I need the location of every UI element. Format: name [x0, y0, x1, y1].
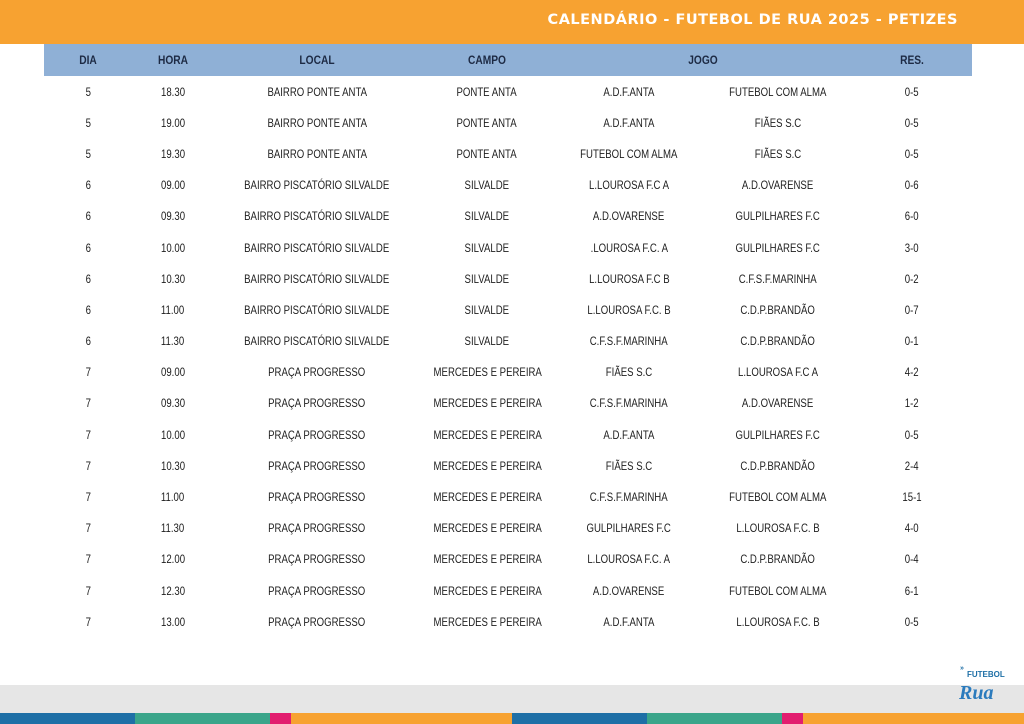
cell-local-text: BAIRRO PONTE ANTA [267, 115, 367, 130]
cell-local [214, 357, 420, 388]
cell-local [214, 606, 420, 637]
cell-dia [44, 513, 132, 544]
cell-local [214, 201, 420, 232]
cell-res-text: 0-5 [905, 614, 919, 629]
table-row [44, 76, 972, 107]
cell-local-text: BAIRRO PONTE ANTA [267, 146, 367, 161]
cell-hora-text: 09.30 [160, 396, 186, 411]
cell-dia [44, 481, 132, 512]
cell-dia [44, 388, 132, 419]
cell-away-text: A.D.OVARENSE [742, 178, 814, 193]
cell-dia-text: 6 [85, 178, 91, 193]
cell-campo [420, 263, 554, 294]
cell-campo [420, 201, 554, 232]
cell-home [554, 575, 704, 606]
cell-hora [132, 450, 214, 481]
cell-away-text: GULPILHARES F.C [735, 209, 821, 224]
cell-local-text: BAIRRO PISCATÓRIO SILVALDE [244, 209, 390, 224]
cell-local-text: BAIRRO PISCATÓRIO SILVALDE [244, 240, 390, 255]
table-row [44, 326, 972, 357]
cell-away [704, 544, 852, 575]
cell-away-text: FIÃES S.C [754, 115, 802, 130]
cell-dia-text: 7 [85, 365, 91, 380]
cell-home [554, 388, 704, 419]
cell-local-text: PRAÇA PROGRESSO [268, 521, 366, 536]
cell-local-text: PRAÇA PROGRESSO [268, 490, 366, 505]
cell-dia-text: 7 [85, 521, 91, 536]
cell-dia [44, 76, 132, 107]
cell-dia-text: 7 [85, 427, 91, 442]
cell-dia [44, 326, 132, 357]
cell-res-text: 6-1 [905, 583, 919, 598]
cell-res [852, 263, 972, 294]
cell-away-text: C.F.S.F.MARINHA [739, 271, 817, 286]
stripe-segment [135, 713, 270, 724]
cell-dia [44, 450, 132, 481]
table-row [44, 388, 972, 419]
table-row [44, 107, 972, 138]
cell-local-text: BAIRRO PONTE ANTA [267, 84, 367, 99]
cell-hora-text: 13.00 [160, 614, 186, 629]
table-row [44, 606, 972, 637]
cell-away [704, 294, 852, 325]
cell-dia [44, 232, 132, 263]
header-bar [0, 0, 1024, 44]
cell-local [214, 326, 420, 357]
table-body [44, 76, 972, 637]
cell-hora-text: 10.00 [160, 427, 186, 442]
cell-campo [420, 232, 554, 263]
cell-dia [44, 357, 132, 388]
cell-res [852, 357, 972, 388]
cell-local [214, 170, 420, 201]
cell-dia-text: 5 [85, 115, 91, 130]
cell-home-text: L.LOUROSA F.C. B [587, 302, 671, 317]
table-row [44, 201, 972, 232]
cell-local [214, 138, 420, 169]
cell-dia-text: 7 [85, 458, 91, 473]
cell-local-text: PRAÇA PROGRESSO [268, 396, 366, 411]
cell-local-text: PRAÇA PROGRESSO [268, 583, 366, 598]
cell-home [554, 326, 704, 357]
cell-home [554, 107, 704, 138]
cell-hora [132, 138, 214, 169]
table-row [44, 138, 972, 169]
table-row [44, 513, 972, 544]
cell-campo-text: MERCEDES E PEREIRA [433, 521, 542, 536]
cell-away-text: FIÃES S.C [754, 146, 802, 161]
table-header-row [44, 44, 972, 76]
cell-res-text: 1-2 [905, 396, 919, 411]
cell-home [554, 76, 704, 107]
cell-away-text: FUTEBOL COM ALMA [729, 583, 827, 598]
cell-away [704, 326, 852, 357]
cell-res-text: 0-1 [905, 334, 919, 349]
cell-hora [132, 76, 214, 107]
cell-dia-text: 6 [85, 271, 91, 286]
cell-campo-text: PONTE ANTA [456, 84, 518, 99]
cell-res-text: 0-6 [905, 178, 919, 193]
cell-home [554, 606, 704, 637]
stripe-segment [803, 713, 1024, 724]
cell-away-text: FUTEBOL COM ALMA [729, 84, 827, 99]
cell-dia-text: 6 [85, 334, 91, 349]
cell-home-text: .LOUROSA F.C. A [590, 240, 668, 255]
cell-dia-text: 5 [85, 146, 91, 161]
cell-campo [420, 294, 554, 325]
cell-home-text: FIÃES S.C [605, 458, 653, 473]
cell-dia-text: 7 [85, 583, 91, 598]
cell-home-text: GULPILHARES F.C [586, 521, 672, 536]
cell-home [554, 513, 704, 544]
cell-res-text: 15-1 [902, 490, 922, 505]
cell-local [214, 107, 420, 138]
stripe-segment [0, 713, 135, 724]
cell-home-text: A.D.OVARENSE [593, 209, 665, 224]
cell-dia-text: 7 [85, 490, 91, 505]
cell-res-text: 0-4 [905, 552, 919, 567]
cell-hora [132, 481, 214, 512]
cell-hora-text: 12.30 [160, 583, 186, 598]
cell-hora-text: 11.30 [161, 334, 185, 349]
column-header-res: RES. [900, 53, 924, 67]
cell-res-text: 3-0 [905, 240, 919, 255]
cell-hora-text: 09.30 [160, 209, 186, 224]
cell-away-text: C.D.P.BRANDÃO [740, 458, 816, 473]
stripe-segment [647, 713, 782, 724]
cell-campo [420, 326, 554, 357]
cell-home [554, 232, 704, 263]
cell-home [554, 138, 704, 169]
cell-campo [420, 170, 554, 201]
cell-res [852, 138, 972, 169]
table-row [44, 294, 972, 325]
cell-home-text: L.LOUROSA F.C A [588, 178, 670, 193]
cell-res [852, 388, 972, 419]
cell-dia-text: 7 [85, 396, 91, 411]
cell-away [704, 138, 852, 169]
cell-local-text: PRAÇA PROGRESSO [268, 552, 366, 567]
cell-away [704, 606, 852, 637]
cell-hora-text: 12.00 [160, 552, 186, 567]
cell-home-text: A.D.F.ANTA [603, 115, 655, 130]
cell-campo-text: MERCEDES E PEREIRA [433, 365, 542, 380]
cell-res-text: 0-5 [905, 115, 919, 130]
cell-local [214, 481, 420, 512]
cell-away [704, 575, 852, 606]
cell-home-text: A.D.F.ANTA [603, 427, 655, 442]
cell-hora [132, 357, 214, 388]
cell-campo-text: SILVALDE [464, 334, 510, 349]
cell-hora-text: 09.00 [160, 178, 186, 193]
cell-away-text: A.D.OVARENSE [742, 396, 814, 411]
cell-res [852, 170, 972, 201]
cell-res [852, 419, 972, 450]
cell-dia-text: 5 [85, 84, 91, 99]
cell-away-text: L.LOUROSA F.C. B [736, 521, 820, 536]
cell-local [214, 294, 420, 325]
cell-away [704, 513, 852, 544]
cell-away [704, 201, 852, 232]
cell-hora [132, 232, 214, 263]
column-header-hora: HORA [157, 53, 189, 67]
stripe-segment [782, 713, 803, 724]
cell-res [852, 294, 972, 325]
table-row [44, 232, 972, 263]
cell-local [214, 513, 420, 544]
cell-campo [420, 513, 554, 544]
cell-campo-text: MERCEDES E PEREIRA [433, 490, 542, 505]
cell-campo [420, 138, 554, 169]
cell-hora-text: 11.00 [161, 302, 185, 317]
cell-dia [44, 201, 132, 232]
cell-campo [420, 481, 554, 512]
cell-res-text: 0-5 [905, 427, 919, 442]
cell-dia [44, 575, 132, 606]
cell-home-text: A.D.OVARENSE [593, 583, 665, 598]
cell-res [852, 606, 972, 637]
cell-campo [420, 544, 554, 575]
cell-local [214, 263, 420, 294]
cell-dia-text: 6 [85, 209, 91, 224]
cell-hora [132, 388, 214, 419]
cell-campo-text: PONTE ANTA [456, 115, 518, 130]
cell-campo [420, 450, 554, 481]
cell-dia [44, 138, 132, 169]
logo-text-bottom: Rua [959, 682, 994, 704]
cell-away-text: C.D.P.BRANDÃO [740, 552, 816, 567]
cell-home [554, 544, 704, 575]
cell-campo-text: MERCEDES E PEREIRA [433, 396, 542, 411]
table-row [44, 481, 972, 512]
cell-home-text: L.LOUROSA F.C B [588, 271, 670, 286]
cell-local [214, 388, 420, 419]
cell-dia-text: 6 [85, 302, 91, 317]
stripe-segment [270, 713, 291, 724]
cell-dia-text: 7 [85, 614, 91, 629]
cell-local [214, 544, 420, 575]
cell-away [704, 388, 852, 419]
cell-away-text: GULPILHARES F.C [735, 240, 821, 255]
cell-res-text: 4-2 [905, 365, 919, 380]
schedule-table [44, 44, 972, 637]
cell-campo [420, 575, 554, 606]
cell-hora-text: 19.30 [160, 146, 186, 161]
column-header-campo: CAMPO [468, 53, 506, 67]
cell-hora [132, 513, 214, 544]
cell-res [852, 232, 972, 263]
cell-campo-text: MERCEDES E PEREIRA [433, 427, 542, 442]
cell-local [214, 76, 420, 107]
cell-hora-text: 19.00 [160, 115, 186, 130]
cell-home [554, 357, 704, 388]
cell-dia-text: 7 [85, 552, 91, 567]
cell-campo-text: MERCEDES E PEREIRA [433, 552, 542, 567]
cell-home-text: C.F.S.F.MARINHA [590, 490, 668, 505]
schedule-table-container [44, 44, 972, 637]
cell-hora [132, 544, 214, 575]
cell-local-text: BAIRRO PISCATÓRIO SILVALDE [244, 302, 390, 317]
cell-away [704, 357, 852, 388]
cell-home [554, 419, 704, 450]
table-row [44, 357, 972, 388]
cell-hora [132, 606, 214, 637]
cell-res-text: 0-7 [905, 302, 919, 317]
column-header-dia: DIA [79, 53, 97, 67]
cell-res [852, 201, 972, 232]
cell-hora [132, 263, 214, 294]
table-row [44, 544, 972, 575]
cell-home-text: A.D.F.ANTA [603, 84, 655, 99]
cell-local-text: PRAÇA PROGRESSO [268, 614, 366, 629]
cell-dia [44, 606, 132, 637]
cell-dia-text: 6 [85, 240, 91, 255]
cell-away [704, 419, 852, 450]
cell-hora-text: 10.30 [160, 271, 186, 286]
cell-res-text: 0-5 [905, 84, 919, 99]
cell-local-text: PRAÇA PROGRESSO [268, 365, 366, 380]
cell-hora [132, 575, 214, 606]
cell-res [852, 481, 972, 512]
cell-local-text: BAIRRO PISCATÓRIO SILVALDE [244, 178, 390, 193]
cell-campo-text: SILVALDE [464, 302, 510, 317]
page-title: CALENDÁRIO - FUTEBOL DE RUA 2025 - PETIZES [547, 12, 958, 28]
cell-home [554, 201, 704, 232]
cell-home-text: A.D.F.ANTA [603, 614, 655, 629]
cell-campo-text: MERCEDES E PEREIRA [433, 583, 542, 598]
cell-away [704, 170, 852, 201]
cell-campo-text: SILVALDE [464, 209, 510, 224]
table-row [44, 170, 972, 201]
cell-campo-text: PONTE ANTA [456, 146, 518, 161]
cell-res-text: 0-2 [905, 271, 919, 286]
cell-away [704, 107, 852, 138]
cell-local [214, 450, 420, 481]
cell-home [554, 481, 704, 512]
cell-away [704, 232, 852, 263]
table-row [44, 419, 972, 450]
cell-away-text: L.LOUROSA F.C. B [736, 614, 820, 629]
cell-home [554, 170, 704, 201]
cell-local-text: PRAÇA PROGRESSO [268, 427, 366, 442]
cell-res [852, 450, 972, 481]
cell-home-text: FIÃES S.C [605, 365, 653, 380]
column-header-local: LOCAL [299, 53, 335, 67]
cell-hora [132, 294, 214, 325]
cell-campo-text: MERCEDES E PEREIRA [433, 458, 542, 473]
cell-local-text: BAIRRO PISCATÓRIO SILVALDE [244, 271, 390, 286]
cell-res-text: 4-0 [905, 521, 919, 536]
cell-hora-text: 11.00 [161, 490, 185, 505]
cell-res [852, 107, 972, 138]
cell-away [704, 263, 852, 294]
cell-home-text: C.F.S.F.MARINHA [590, 396, 668, 411]
cell-campo [420, 419, 554, 450]
cell-res [852, 575, 972, 606]
cell-hora [132, 201, 214, 232]
cell-res [852, 544, 972, 575]
cell-away-text: L.LOUROSA F.C A [737, 365, 819, 380]
cell-away-text: FUTEBOL COM ALMA [729, 490, 827, 505]
cell-away [704, 481, 852, 512]
cell-home [554, 294, 704, 325]
cell-campo-text: SILVALDE [464, 240, 510, 255]
table-row [44, 263, 972, 294]
cell-away-text: C.D.P.BRANDÃO [740, 334, 816, 349]
bottom-color-stripe [0, 713, 1024, 724]
cell-dia [44, 419, 132, 450]
cell-campo [420, 357, 554, 388]
cell-away [704, 76, 852, 107]
footer-band [0, 685, 1024, 713]
cell-hora [132, 170, 214, 201]
cell-hora-text: 11.30 [161, 521, 185, 536]
cell-hora [132, 326, 214, 357]
cell-local-text: PRAÇA PROGRESSO [268, 458, 366, 473]
cell-home-text: C.F.S.F.MARINHA [590, 334, 668, 349]
cell-res-text: 2-4 [905, 458, 919, 473]
svg-text:»: » [960, 665, 964, 672]
cell-res-text: 6-0 [905, 209, 919, 224]
cell-campo [420, 107, 554, 138]
stripe-segment [291, 713, 512, 724]
cell-local [214, 575, 420, 606]
cell-away-text: C.D.P.BRANDÃO [740, 302, 816, 317]
cell-home-text: L.LOUROSA F.C. A [587, 552, 671, 567]
cell-campo [420, 388, 554, 419]
cell-campo-text: SILVALDE [464, 178, 510, 193]
cell-local [214, 232, 420, 263]
cell-campo [420, 76, 554, 107]
cell-res [852, 326, 972, 357]
cell-hora-text: 10.00 [160, 240, 186, 255]
cell-away [704, 450, 852, 481]
cell-hora-text: 18.30 [160, 84, 186, 99]
cell-away-text: GULPILHARES F.C [735, 427, 821, 442]
logo-text-top: FUTEBOL [967, 670, 1005, 679]
cell-campo-text: MERCEDES E PEREIRA [433, 614, 542, 629]
cell-res-text: 0-5 [905, 146, 919, 161]
cell-hora [132, 107, 214, 138]
cell-res [852, 513, 972, 544]
futebol-de-rua-logo [952, 662, 1008, 708]
cell-dia [44, 170, 132, 201]
table-row [44, 575, 972, 606]
cell-home [554, 263, 704, 294]
cell-home [554, 450, 704, 481]
cell-hora-text: 09.00 [160, 365, 186, 380]
column-header-jogo: JOGO [688, 53, 718, 67]
cell-hora [132, 419, 214, 450]
cell-dia [44, 107, 132, 138]
cell-res [852, 76, 972, 107]
cell-campo-text: SILVALDE [464, 271, 510, 286]
cell-hora-text: 10.30 [160, 458, 186, 473]
cell-dia [44, 263, 132, 294]
cell-dia [44, 544, 132, 575]
cell-home-text: FUTEBOL COM ALMA [580, 146, 678, 161]
cell-campo [420, 606, 554, 637]
table-row [44, 450, 972, 481]
cell-local-text: BAIRRO PISCATÓRIO SILVALDE [244, 334, 390, 349]
cell-local [214, 419, 420, 450]
cell-dia [44, 294, 132, 325]
stripe-segment [512, 713, 647, 724]
